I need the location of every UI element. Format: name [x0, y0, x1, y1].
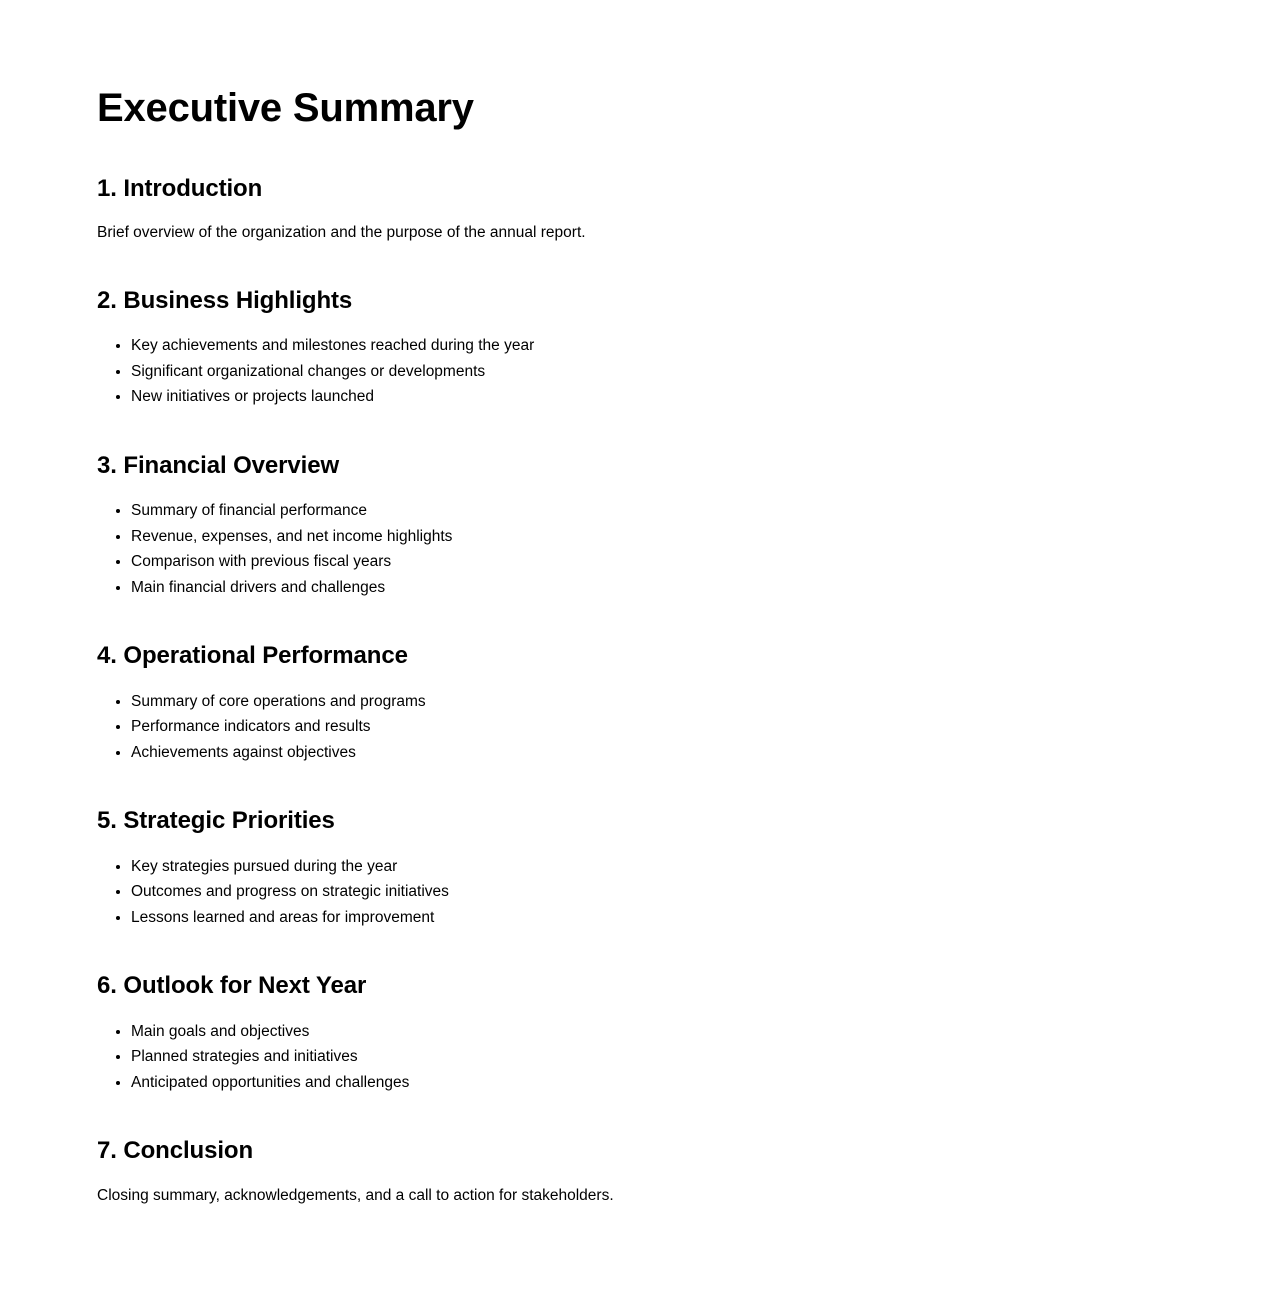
document-section [97, 807, 1278, 930]
document-section [97, 287, 1278, 410]
section-heading: 5. Strategic Priorities [97, 807, 335, 835]
list-item: • Outcomes and progress on strategic initiatives [131, 879, 1278, 905]
list-item: • Key strategies pursued during the year [131, 854, 1278, 880]
section-heading: 6. Outlook for Next Year [97, 972, 367, 1000]
list-item: • Main financial drivers and challenges [131, 575, 1278, 601]
section-heading: 2. Business Highlights [97, 286, 353, 314]
section-bullet-list [97, 333, 1278, 410]
section-heading: 1. Introduction [97, 175, 263, 202]
list-item: • Planned strategies and initiatives [131, 1044, 1278, 1070]
section-bullet-list [97, 854, 1278, 931]
list-item: • Comparison with previous fiscal years [131, 549, 1278, 575]
section-paragraph: Closing summary, acknowledgements, and a call to action for stakeholders. [97, 1186, 614, 1204]
document-section [97, 1137, 1278, 1207]
list-item: • Anticipated opportunities and challenges [131, 1070, 1278, 1096]
section-bullet-list [97, 689, 1278, 766]
section-heading: 3. Financial Overview [97, 451, 340, 479]
document-section [97, 642, 1278, 765]
document-section [97, 972, 1278, 1095]
page-title: Executive Summary [97, 86, 474, 130]
section-heading: 7. Conclusion [97, 1137, 254, 1165]
section-bullet-list [97, 498, 1278, 600]
list-item: • Lessons learned and areas for improvement [131, 905, 1278, 931]
list-item: • Summary of financial performance [131, 498, 1278, 524]
list-item: • Revenue, expenses, and net income highlights [131, 524, 1278, 550]
list-item: • Significant organizational changes or developments [131, 359, 1278, 385]
section-paragraph: Brief overview of the organization and the purpose of the annual report. [97, 224, 586, 242]
list-item: • Main goals and objectives [131, 1019, 1278, 1045]
sections-container [97, 175, 1278, 1207]
section-bullet-list [97, 1019, 1278, 1096]
list-item: • Achievements against objectives [131, 740, 1278, 766]
document-section [97, 175, 1278, 245]
list-item: • Performance indicators and results [131, 714, 1278, 740]
document-section [97, 452, 1278, 601]
section-heading: 4. Operational Performance [97, 642, 408, 670]
list-item: • Key achievements and milestones reached during the year [131, 333, 1278, 359]
list-item: • New initiatives or projects launched [131, 384, 1278, 410]
list-item: • Summary of core operations and programs [131, 689, 1278, 715]
